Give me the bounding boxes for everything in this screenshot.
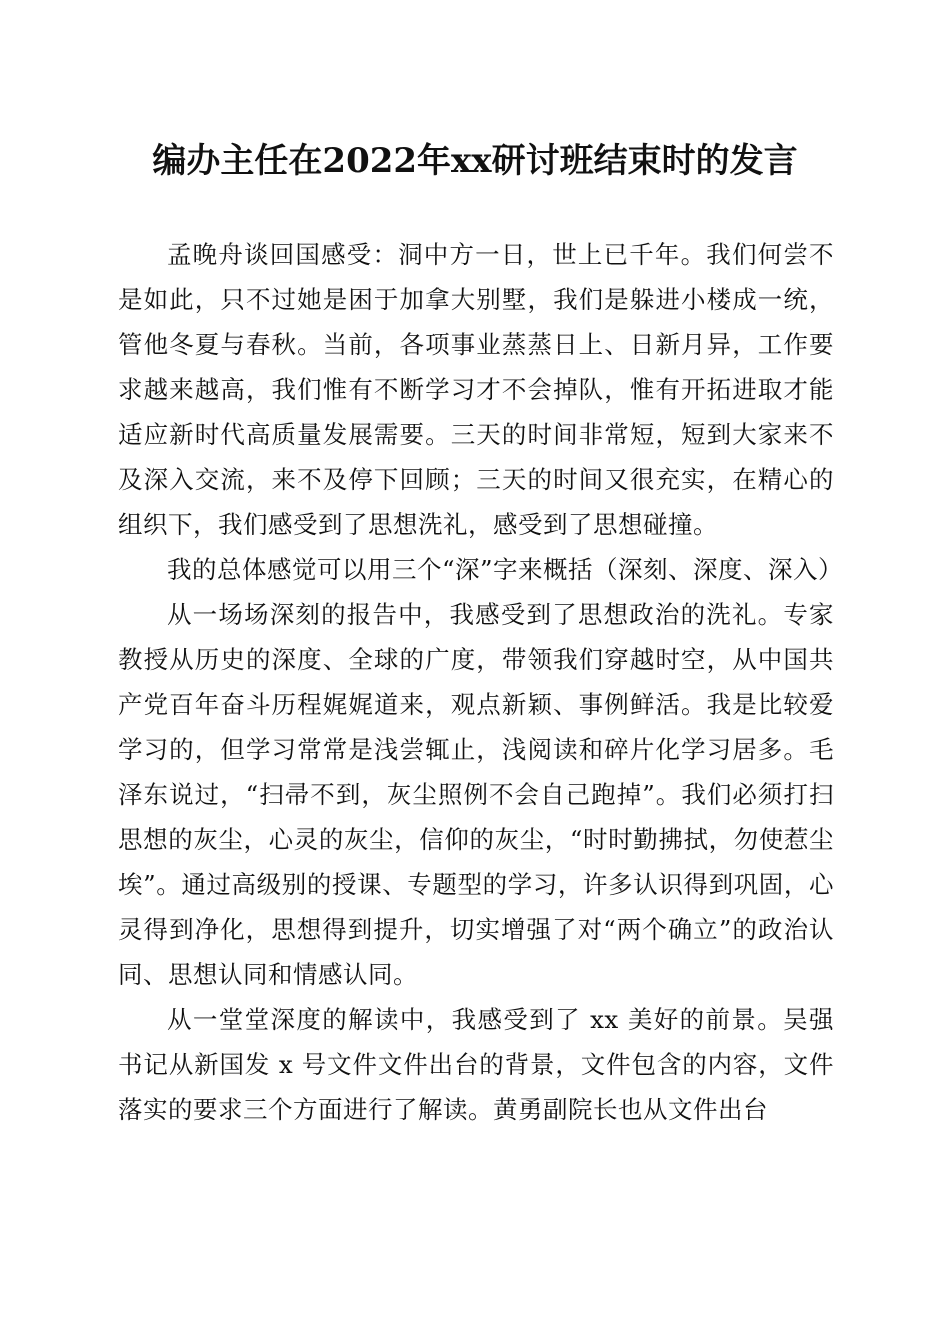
paragraph: 我的总体感觉可以用三个“深”字来概括（深刻、深度、深入） (167, 555, 844, 584)
document-title: 编办主任在2022年xx研讨班结束时的发言 (152, 141, 798, 181)
paragraph: 从一场场深刻的报告中，我感受到了思想政治的洗礼。专家教授从历史的深度、全球的广度，带领我们穿越时空，从中国共产党百年奋斗历程娓娓道来，观点新颖、事例鲜活。我是比较爱学习的，但学习常常是浅尝辄止，浅阅读和碎片化学习居多。毛泽东说过，“扫帚不到，灰尘照例不会自己跑掉”。我们必须打扫思想的灰尘，心灵的灰尘，信仰的灰尘，“时时勤拂拭，勿使惹尘埃”。通过高级别的授课、专题型的学习，许多认识得到巩固，心灵得到净化，思想得到提升，切实增强了对“两个确立”的政治认同、思想认同和情感认同。 (118, 600, 834, 989)
document-body (118, 232, 844, 1132)
paragraph: 从一堂堂深度的解读中，我感受到了 xx 美好的前景。吴强书记从新国发 x 号文件文件出台的背景，文件包含的内容，文件落实的要求三个方面进行了解读。黄勇副院长也从文件出台 (118, 1005, 834, 1124)
paragraph: 孟晚舟谈回国感受：洞中方一日，世上已千年。我们何尝不是如此，只不过她是困于加拿大别墅，我们是躲进小楼成一统，管他冬夏与春秋。当前，各项事业蒸蒸日上、日新月异，工作要求越来越高，我们惟有不断学习才不会掉队，惟有开拓进取才能适应新时代高质量发展需要。三天的时间非常短，短到大家来不及深入交流，来不及停下回顾；三天的时间又很充实，在精心的组织下，我们感受到了思想洗礼，感受到了思想碰撞。 (118, 240, 834, 539)
